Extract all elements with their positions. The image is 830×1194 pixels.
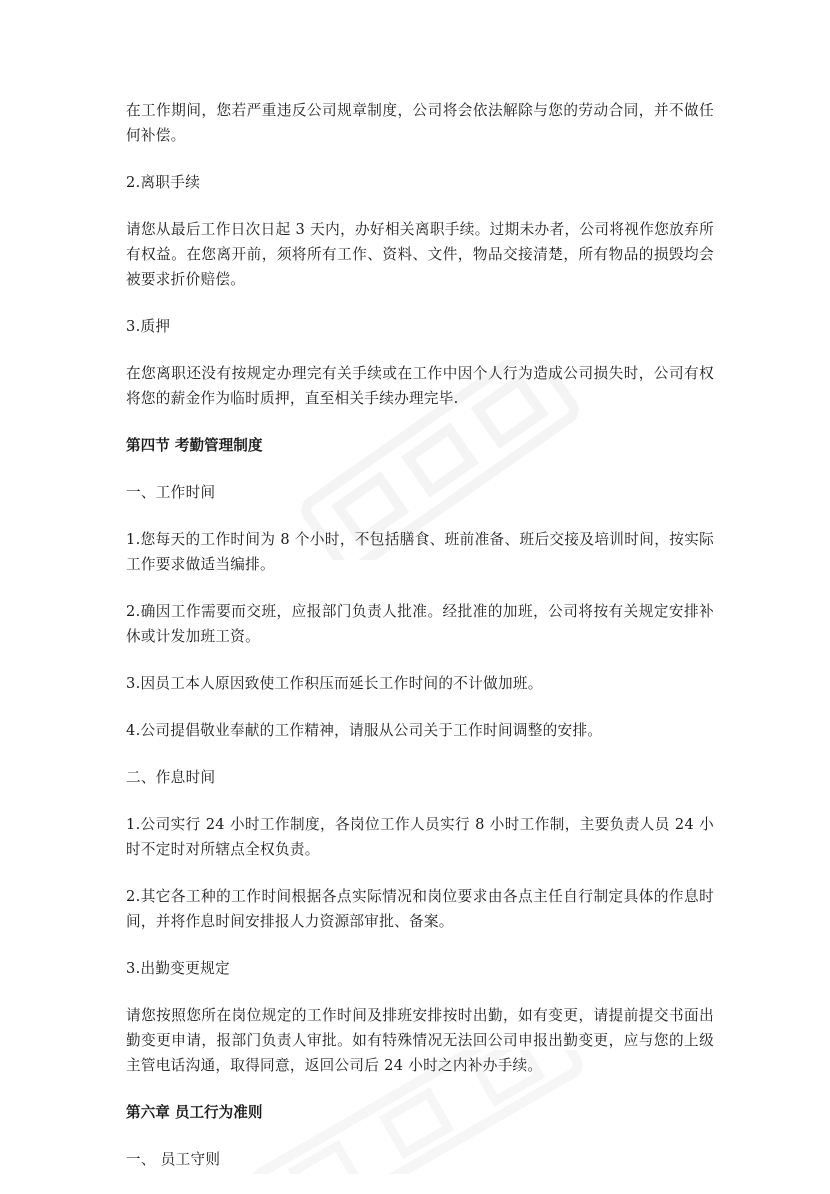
document-body xyxy=(126,98,714,1194)
section-heading-attendance: 第四节 考勤管理制度 xyxy=(126,437,263,454)
subheading-employee-rules: 一、 员工守则 xyxy=(126,1151,221,1168)
paragraph-pledge: 在您离职还没有按规定办理完有关手续或在工作中因个人行为造成公司损失时，公司有权将您的薪金作为临时质押，直至相关手续办理完毕. xyxy=(126,365,714,407)
chapter-heading-conduct: 第六章 员工行为准则 xyxy=(126,1104,263,1121)
paragraph-working-hours-1: 1.您每天的工作时间为 8 个小时，不包括膳食、班前准备、班后交接及培训时间，按实际工作要求做适当编排。 xyxy=(126,531,714,573)
paragraph-working-hours-2: 2.确因工作需要而交班，应报部门负责人批准。经批准的加班，公司将按有关规定安排补休或计发加班工资。 xyxy=(126,603,714,645)
paragraph-working-hours-3: 3.因员工本人原因致使工作积压而延长工作时间的不计做加班。 xyxy=(126,675,543,692)
subheading-attendance-change: 3.出勤变更规定 xyxy=(126,960,230,977)
subheading-resignation-procedure: 2.离职手续 xyxy=(126,174,201,191)
paragraph-rest-schedule-1: 1.公司实行 24 小时工作制度，各岗位工作人员实行 8 小时工作制，主要负责人员 24 小时不定时对所辖点全权负责。 xyxy=(126,816,714,858)
subheading-pledge: 3.质押 xyxy=(126,318,171,335)
paragraph-rest-schedule-2: 2.其它各工种的工作时间根据各点实际情况和岗位要求由各点主任自行制定具体的作息时间，并将作息时间安排报人力资源部审批、备案。 xyxy=(126,888,714,930)
subheading-working-hours: 一、工作时间 xyxy=(126,484,216,501)
paragraph-attendance-change: 请您按照您所在岗位规定的工作时间及排班安排按时出勤，如有变更，请提前提交书面出勤变更申请，报部门负责人审批。如有特殊情况无法回公司申报出勤变更，应与您的上级主管电话沟通，取得同意，返回公司后 24 小时之内补办手续。 xyxy=(126,1007,714,1074)
paragraph-resignation-procedure: 请您从最后工作日次日起 3 天内，办好相关离职手续。过期未办者，公司将视作您放弃所有权益。在您离开前，须将所有工作、资料、文件，物品交接清楚，所有物品的损毁均会被要求折价赔偿。 xyxy=(126,221,714,288)
paragraph-termination: 在工作期间，您若严重违反公司规章制度，公司将会依法解除与您的劳动合同，并不做任何补偿。 xyxy=(126,102,714,144)
subheading-rest-schedule: 二、作息时间 xyxy=(126,769,216,786)
paragraph-working-hours-4: 4.公司提倡敬业奉献的工作精神，请服从公司关于工作时间调整的安排。 xyxy=(126,722,603,739)
